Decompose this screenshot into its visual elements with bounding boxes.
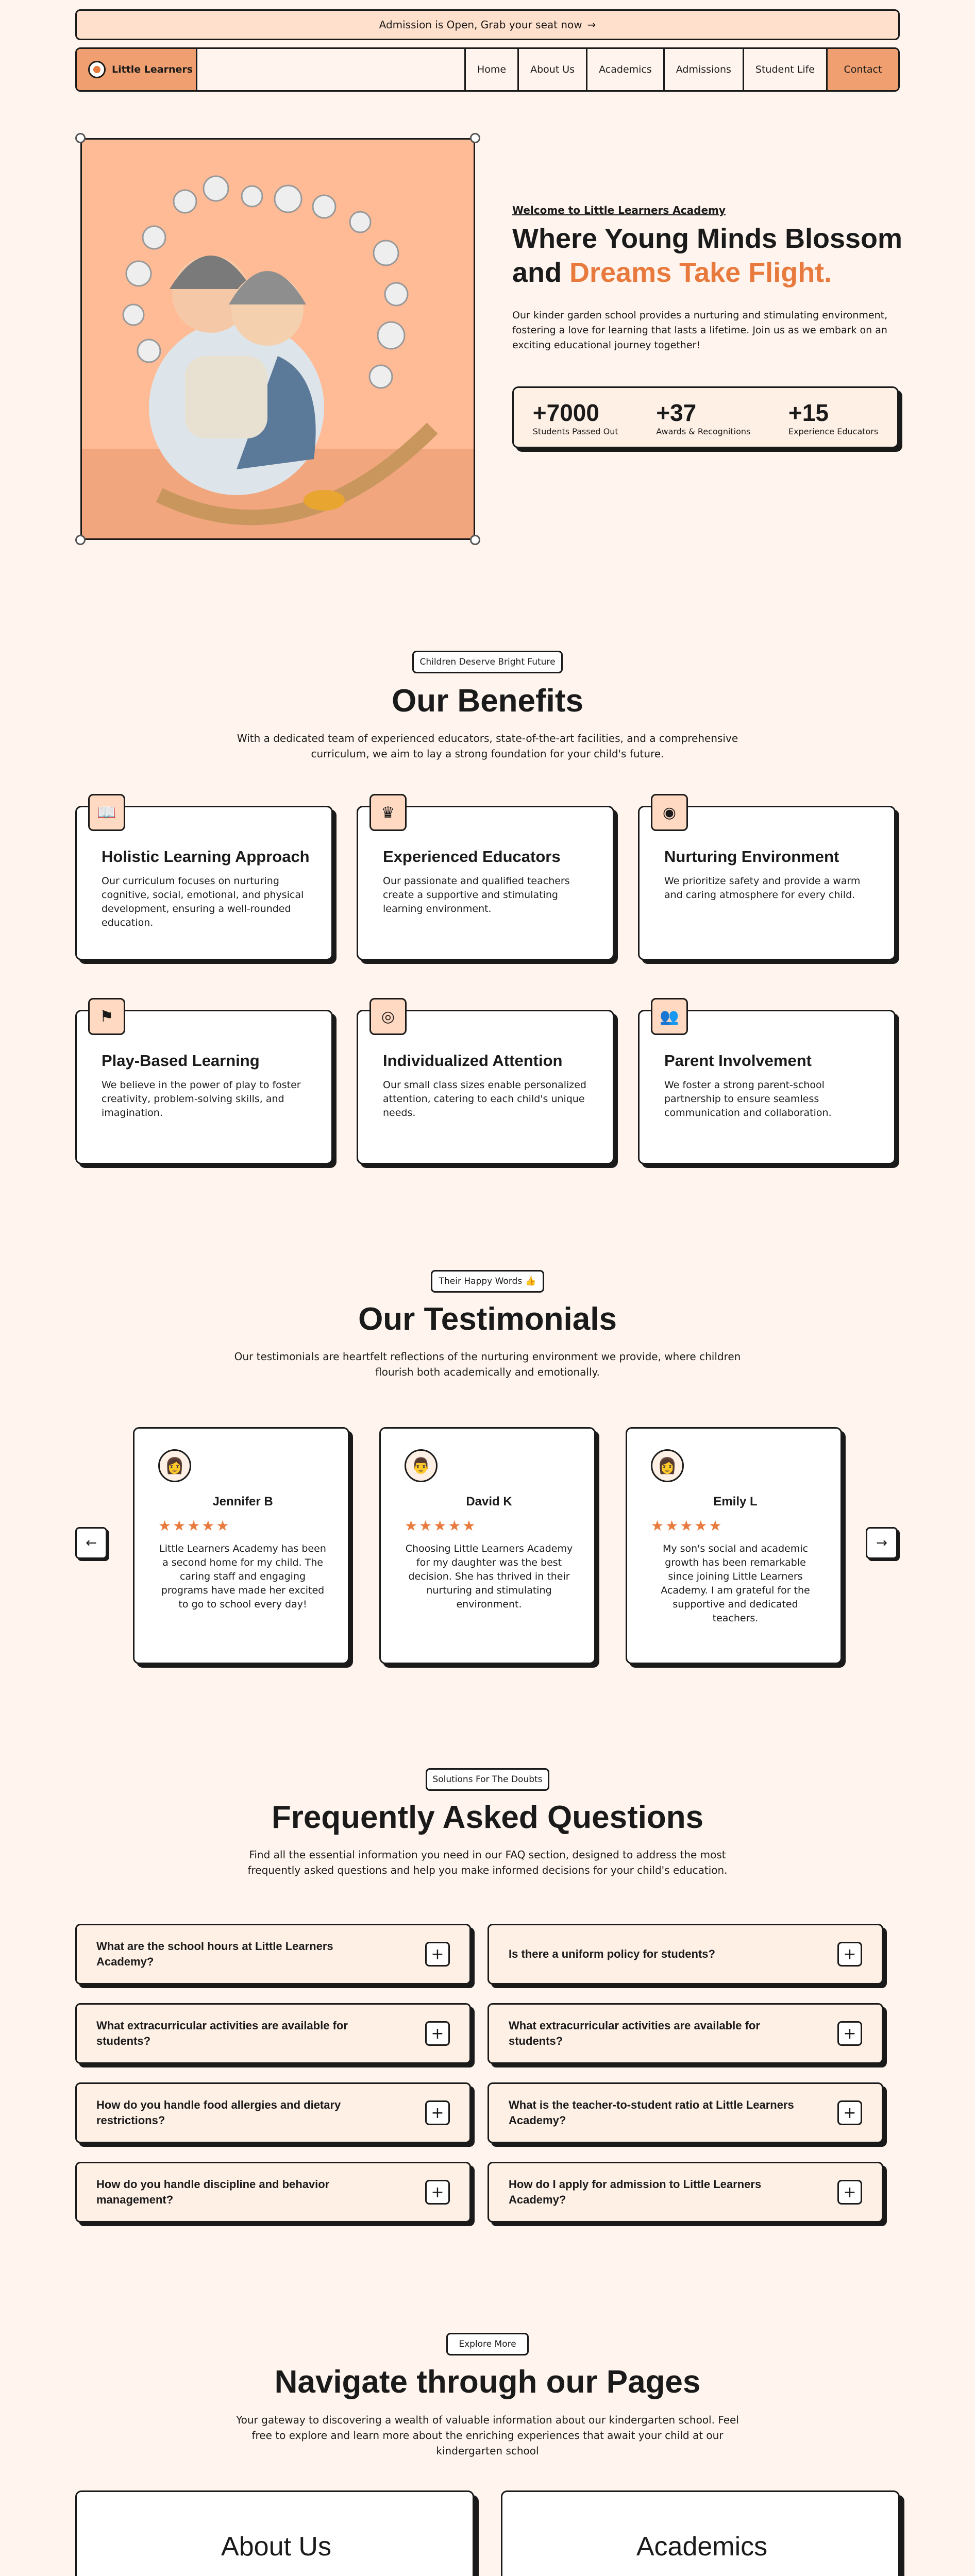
users-icon: 👥 [651,998,688,1035]
pages-title: Navigate through our Pages [274,2364,701,2400]
benefit-card [75,1007,333,1164]
faq-question: What extracurricular activities are available for students? [96,2019,348,2047]
stat-value: +15 [788,399,829,426]
benefit-title: Play-Based Learning [102,1052,260,1070]
stat-value: +7000 [532,399,599,426]
nav-contact-button[interactable]: Contact [826,49,898,90]
plus-icon[interactable]: + [837,1942,862,1967]
resize-handle[interactable] [75,133,86,143]
testimonials-subtitle: Our testimonials are heartfelt reflections of the nurturing environment we provide, where children flourish both academically and emotionally. [234,1350,741,1378]
plus-icon[interactable]: + [425,1942,450,1967]
testimonial-text: My son's social and academic growth has been remarkable since joining Little Learners Academy. I am grateful for the supportive and dedicated teachers. [661,1543,810,1624]
resize-handle[interactable] [75,535,86,545]
hero-title-prefix: and [512,257,570,288]
faq-item[interactable] [75,2162,471,2223]
benefit-text: Our passionate and qualified teachers create a supportive and stimulating learning environment. [383,875,570,914]
benefit-title: Holistic Learning Approach [102,848,310,866]
nav-item-home[interactable]: Home [464,49,517,90]
benefits-tag: Children Deserve Bright Future [412,651,563,673]
arrow-right-icon: → [587,19,596,31]
thumbs-up-icon: 👍 [525,1276,536,1286]
brand-name: Little Learners [112,64,193,75]
benefit-title: Experienced Educators [383,848,561,866]
announcement-bar[interactable] [75,9,900,40]
plus-icon[interactable]: + [837,2100,862,2125]
faq-item[interactable] [488,1924,883,1985]
hero-image [80,138,475,540]
faq-title: Frequently Asked Questions [271,1800,704,1835]
eye-icon: ◉ [651,794,688,831]
resize-handle[interactable] [470,133,480,143]
faq-item[interactable] [488,2162,883,2223]
next-arrow-icon[interactable]: → [866,1527,898,1559]
nav-item-student-life[interactable]: Student Life [743,49,826,90]
nav-item-academics[interactable]: Academics [586,49,663,90]
hero-illustration [82,140,475,540]
testimonial-card [133,1427,349,1664]
pages-subtitle: Your gateway to discovering a wealth of valuable information about our kindergarten school. Feel free to explore and learn more about the enriching experiences that await your child at our kindergarten school [236,2414,739,2457]
plus-icon[interactable]: + [837,2021,862,2046]
testimonial-text: Choosing Little Learners Academy for my daughter was the best decision. She has thrived in their nurturing and stimulating environment. [405,1543,573,1610]
testimonial-name: Emily L [713,1495,758,1509]
faq-question: How do I apply for admission to Little Learners Academy? [509,2178,762,2206]
stat-label: Experience Educators [788,426,879,436]
testimonial-card [379,1427,596,1664]
testimonials-tag-text: Their Happy Words [439,1276,523,1286]
faq-item[interactable] [488,2082,883,2143]
pages-tag: Explore More [446,2333,529,2355]
benefit-card [357,803,614,960]
page-card-title: Academics [636,2532,768,2562]
benefit-text: Our small class sizes enable personalized attention, catering to each child's unique needs. [383,1079,586,1118]
nav-item-about[interactable]: About Us [517,49,586,90]
prev-arrow-icon[interactable]: ← [75,1527,107,1559]
testimonials-title: Our Testimonials [358,1301,617,1337]
faq-item[interactable] [75,2082,471,2143]
logo-icon [88,61,106,78]
testimonial-text: Little Learners Academy has been a second home for my child. The caring staff and engaging programs have made her excited to go to school every day! [159,1543,326,1610]
benefit-card [638,803,896,960]
testimonial-name: Jennifer B [212,1495,273,1509]
faq-question: Is there a uniform policy for students? [509,1947,715,1960]
testimonial-name: David K [466,1495,512,1509]
stat-label: Awards & Recognitions [656,426,751,436]
rating-stars: ★★★★★ [405,1517,477,1534]
benefit-text: We believe in the power of play to foster creativity, problem-solving skills, and imagination. [102,1079,301,1118]
avatar: 👩 [651,1449,684,1482]
flag-icon: ⚑ [88,998,125,1035]
hero-eyebrow: Welcome to Little Learners Academy [512,204,726,216]
crown-icon: ♛ [369,794,407,831]
faq-question: What is the teacher-to-student ratio at Little Learners Academy? [509,2098,794,2127]
page-card-academics [501,2490,900,2576]
faq-question: What extracurricular activities are available for students? [509,2019,760,2047]
stat-label: Students Passed Out [532,426,618,436]
benefit-text: We prioritize safety and provide a warm and caring atmosphere for every child. [664,875,861,901]
faq-item[interactable] [75,2003,471,2064]
faq-question: How do you handle food allergies and dietary restrictions? [96,2098,341,2127]
plus-icon[interactable]: + [425,2100,450,2125]
plus-icon[interactable]: + [425,2021,450,2046]
rating-stars: ★★★★★ [158,1517,231,1534]
testimonials-tag [431,1270,544,1293]
faq-question: What are the school hours at Little Learners Academy? [96,1940,333,1968]
main-nav [75,47,900,92]
benefit-title: Nurturing Environment [664,848,839,866]
book-icon: 📖 [88,794,125,831]
benefit-title: Parent Involvement [664,1052,812,1070]
stat-educators [788,399,878,436]
faq-subtitle: Find all the essential information you need in our FAQ section, designed to address the most frequently asked questions and help you make informed decisions for your child's education. [247,1849,728,1876]
resize-handle[interactable] [470,535,480,545]
faq-question: How do you handle discipline and behavior management? [96,2178,330,2206]
hero-title [512,222,924,290]
hero-description: Our kinder garden school provides a nurturing and stimulating environment, fostering a love for learning that lasts a lifetime. Join us as we embark on an exciting educational journey together! [512,310,888,351]
hero-title-line1: Where Young Minds Blossom [512,223,903,254]
testimonial-card [626,1427,842,1664]
target-icon: ◎ [369,998,407,1035]
brand-logo[interactable] [77,49,197,90]
benefit-text: We foster a strong parent-school partnership to ensure seamless communication and collaboration. [664,1079,832,1118]
rating-stars: ★★★★★ [651,1517,724,1534]
page-card-title: About Us [221,2532,331,2562]
benefit-title: Individualized Attention [383,1052,563,1070]
avatar: 👨 [405,1449,438,1482]
stat-awards [656,399,750,436]
nav-item-admissions[interactable]: Admissions [663,49,743,90]
benefits-title: Our Benefits [391,683,584,719]
announcement-text: Admission is Open, Grab your seat now [379,19,582,31]
benefit-card [75,803,333,960]
faq-tag: Solutions For The Doubts [426,1768,549,1791]
stat-students [533,399,618,436]
faq-item[interactable] [488,2003,883,2064]
benefit-text: Our curriculum focuses on nurturing cognitive, social, emotional, and physical development, ensuring a well-rounded education. [102,875,304,928]
hero-stats [512,386,899,448]
benefit-card [357,1007,614,1164]
faq-item[interactable] [75,1924,471,1985]
plus-icon[interactable]: + [837,2180,862,2205]
benefits-subtitle: With a dedicated team of experienced educators, state-of-the-art facilities, and a comprehensive curriculum, we aim to lay a strong foundation for your child's future. [237,732,738,760]
hero-title-highlight: Dreams Take Flight. [569,257,832,288]
page-card-about [75,2490,474,2576]
plus-icon[interactable]: + [425,2180,450,2205]
stat-value: +37 [656,399,697,426]
benefit-card [638,1007,896,1164]
avatar: 👩 [158,1449,191,1482]
